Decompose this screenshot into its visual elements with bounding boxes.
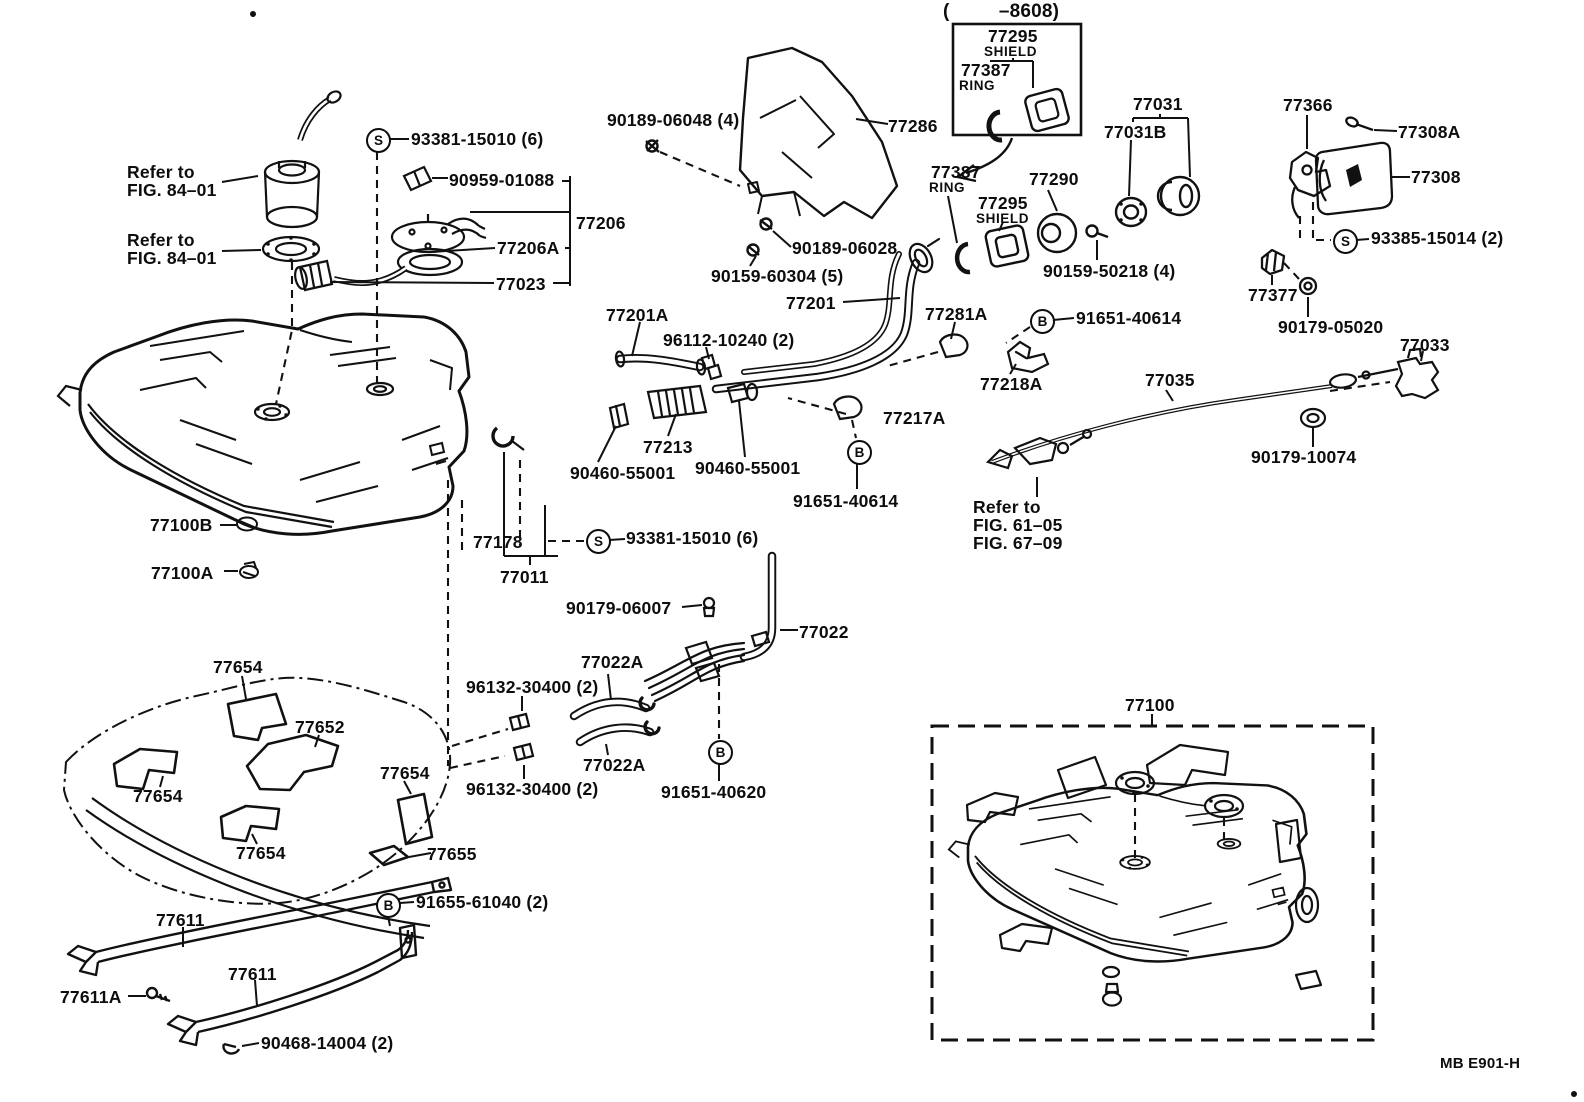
- fuel-tank-boxed: [932, 726, 1373, 1040]
- label-77213: 77213: [643, 437, 693, 457]
- label-77387-box: 77387: [961, 60, 1011, 80]
- document-code: MB E901-H: [1440, 1055, 1521, 1072]
- label-77366: 77366: [1283, 95, 1333, 115]
- symbol-b-tubes-icon: B: [708, 740, 733, 765]
- label-96112-10240: 96112-10240 (2): [663, 330, 795, 350]
- fuel-tank-main: [58, 314, 469, 534]
- fuel-pump-art: [263, 89, 343, 262]
- label-77100b: 77100B: [150, 515, 213, 535]
- label-96132-30400-top: 96132-30400 (2): [466, 677, 599, 697]
- label-77652: 77652: [295, 717, 345, 737]
- label-77031b: 77031B: [1104, 122, 1167, 142]
- label-90189-06048: 90189-06048 (4): [607, 110, 740, 130]
- label-refer-fig84-2-line2: FIG. 84–01: [127, 248, 217, 268]
- plug-77100a-icon: [240, 562, 258, 578]
- symbol-s-top-icon: S: [366, 128, 391, 153]
- label-77654-top: 77654: [213, 657, 263, 677]
- label-77655: 77655: [427, 844, 477, 864]
- label-77290: 77290: [1029, 169, 1079, 189]
- label-90179-06007: 90179-06007: [566, 598, 672, 618]
- label-shield: SHIELD: [976, 211, 1030, 226]
- label-77217a: 77217A: [883, 408, 946, 428]
- label-77295: 77295: [978, 193, 1028, 213]
- label-77611-bottom: 77611: [228, 964, 277, 984]
- label-77611-top: 77611: [156, 910, 205, 930]
- label-77035: 77035: [1145, 370, 1195, 390]
- label-77281a: 77281A: [925, 304, 988, 324]
- label-refer-fig84-1-line2: FIG. 84–01: [127, 180, 217, 200]
- label-ring-box: RING: [959, 78, 996, 93]
- label-77206a: 77206A: [497, 238, 560, 258]
- label-77011: 77011: [500, 567, 549, 587]
- label-90179-10074: 90179-10074: [1251, 447, 1357, 467]
- symbol-s-mid-icon: S: [586, 529, 611, 554]
- symbol-b-band-icon: B: [376, 893, 401, 918]
- label-77201a: 77201A: [606, 305, 669, 325]
- label-90189-06028: 90189-06028: [792, 238, 898, 258]
- grommet-77100b-icon: [237, 518, 257, 531]
- label-77201: 77201: [786, 293, 836, 313]
- label-ring: RING: [929, 180, 966, 195]
- label-91651-40614-top: 91651-40614: [1076, 308, 1182, 328]
- label-range-note: ( –8608): [943, 1, 1060, 22]
- label-90159-50218: 90159-50218 (4): [1043, 261, 1176, 281]
- label-77308a: 77308A: [1398, 122, 1461, 142]
- tank-bracket-art: [493, 428, 524, 450]
- label-77206: 77206: [576, 213, 626, 233]
- hook-90468-icon: [223, 1044, 239, 1054]
- label-77286: 77286: [888, 116, 938, 136]
- bolt-90159-60304-icon: [748, 245, 760, 256]
- label-refer-fig84-1-line1: Refer to: [127, 162, 195, 182]
- label-90460-55001-right: 90460-55001: [695, 458, 801, 478]
- label-refer-fig61-line1: Refer to: [973, 497, 1041, 517]
- heat-shield-art: [646, 48, 897, 256]
- label-shield-box: SHIELD: [984, 44, 1038, 59]
- symbol-b-pipe-icon: B: [847, 440, 872, 465]
- label-91651-40614-bottom: 91651-40614: [793, 491, 899, 511]
- label-77611a: 77611A: [60, 987, 122, 1007]
- symbol-b-filler-icon: B: [1030, 309, 1055, 334]
- label-refer-fig84-2-line1: Refer to: [127, 230, 195, 250]
- label-93381-15010-mid: 93381-15010 (6): [626, 528, 759, 548]
- label-93381-15010-top: 93381-15010 (6): [411, 129, 544, 149]
- label-91655-61040: 91655-61040 (2): [416, 892, 549, 912]
- label-77100a: 77100A: [151, 563, 214, 583]
- label-93385-15014: 93385-15014 (2): [1371, 228, 1504, 248]
- label-77023: 77023: [496, 274, 546, 294]
- bolt-90189-06028-icon: [760, 219, 772, 230]
- label-91651-40620: 91651-40620: [661, 782, 767, 802]
- label-77033: 77033: [1400, 335, 1450, 355]
- fuel-lid-art: [1262, 116, 1392, 294]
- label-77218a: 77218A: [980, 374, 1043, 394]
- bolt-90189-06048-icon: [646, 140, 659, 152]
- label-90159-60304: 90159-60304 (5): [711, 266, 844, 286]
- label-77022: 77022: [799, 622, 849, 642]
- label-77178: 77178: [473, 532, 523, 552]
- label-90460-55001-left: 90460-55001: [570, 463, 676, 483]
- label-77654-right: 77654: [380, 763, 430, 783]
- label-77022a-top: 77022A: [581, 652, 644, 672]
- label-77031: 77031: [1133, 94, 1183, 114]
- label-77654-bottom: 77654: [236, 843, 286, 863]
- label-90468-14004: 90468-14004 (2): [261, 1033, 394, 1053]
- symbol-s-lid-icon: S: [1333, 229, 1358, 254]
- label-77654-left: 77654: [133, 786, 183, 806]
- bolt-77611a-icon: [147, 988, 170, 1001]
- label-77377: 77377: [1248, 285, 1298, 305]
- label-77100: 77100: [1125, 695, 1175, 715]
- label-90959-01088: 90959-01088: [449, 170, 555, 190]
- label-77308: 77308: [1411, 167, 1461, 187]
- lock-cable-art: [988, 349, 1438, 468]
- label-90179-05020: 90179-05020: [1278, 317, 1384, 337]
- label-refer-fig61-line3: FIG. 67–09: [973, 533, 1063, 553]
- label-96132-30400-bottom: 96132-30400 (2): [466, 779, 599, 799]
- label-77295-box: 77295: [988, 26, 1038, 46]
- label-77022a-bottom: 77022A: [583, 755, 646, 775]
- label-refer-fig61-line2: FIG. 61–05: [973, 515, 1063, 535]
- label-77387: 77387: [931, 162, 981, 182]
